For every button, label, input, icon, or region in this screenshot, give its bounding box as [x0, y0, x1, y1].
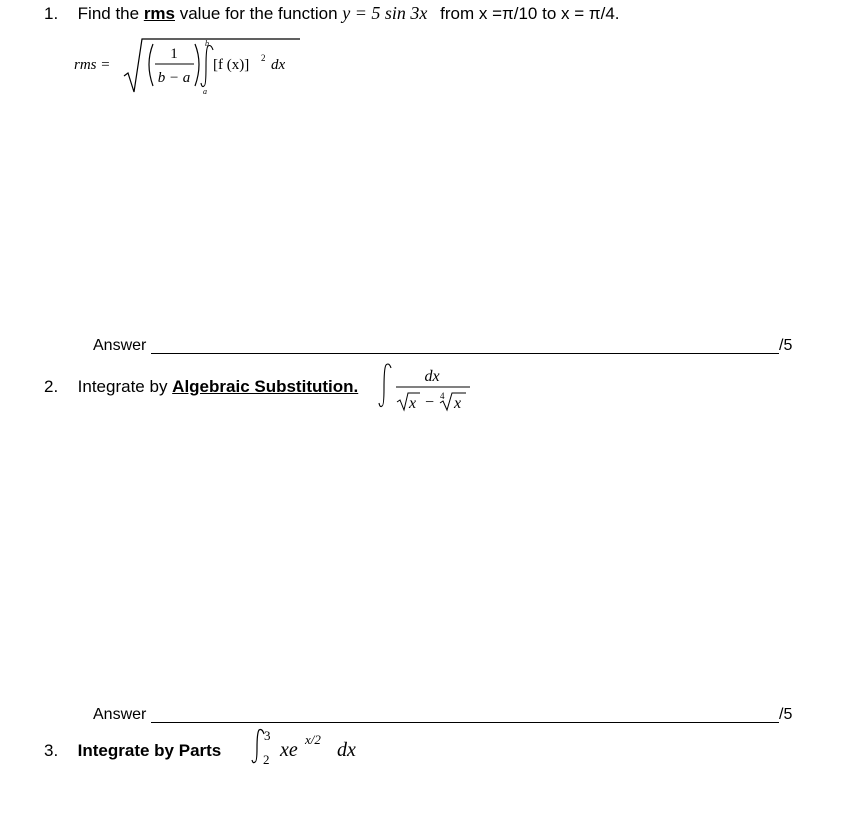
answer-1-label: Answer	[93, 337, 147, 354]
rms-formula-lower-limit: a	[203, 87, 207, 96]
question-1-text-middle: value for the function	[175, 4, 343, 23]
integral-sign	[379, 364, 391, 407]
question-2-number: 2.	[44, 377, 59, 396]
rms-formula-exponent: 2	[261, 53, 266, 63]
question-2-root-index: 4	[440, 391, 445, 401]
answer-1-field[interactable]	[151, 353, 779, 354]
question-2-text-prefix: Integrate by	[77, 377, 173, 396]
question-2-sqrt-term: x	[409, 395, 417, 412]
question-3-number: 3.	[44, 741, 59, 760]
question-3-differential: dx	[337, 739, 356, 761]
question-2-numerator: dx	[424, 368, 440, 385]
question-2-keyword: Algebraic Substitution.	[172, 377, 359, 396]
rms-formula-integrand: [f (x)]	[213, 57, 250, 73]
question-3-lower-limit: 2	[263, 752, 270, 767]
question-1-text-prefix: Find the	[77, 4, 144, 23]
left-paren	[149, 44, 153, 86]
rms-formula-upper-limit: b	[205, 39, 209, 48]
question-3	[44, 741, 221, 761]
question-2-integral	[378, 362, 478, 414]
rms-formula-graphic	[74, 36, 314, 98]
rms-formula-differential: dx	[271, 57, 286, 73]
question-1-number: 1.	[44, 4, 59, 23]
answer-2-score: /5	[779, 706, 793, 723]
question-3-integral	[250, 724, 380, 768]
answer-2-label: Answer	[93, 706, 147, 723]
rms-formula	[74, 36, 314, 98]
rms-formula-lhs: rms =	[74, 57, 111, 73]
question-3-text: Integrate by Parts	[77, 741, 222, 760]
rms-formula-denominator: b − a	[157, 70, 191, 86]
question-1-function: y = 5 sin 3x	[342, 3, 428, 23]
question-2-root-term: x	[454, 395, 462, 412]
question-1-keyword: rms	[143, 4, 175, 23]
answer-2-field[interactable]	[151, 722, 779, 723]
question-3-integrand: xe	[280, 739, 298, 761]
question-2-integral-graphic	[378, 362, 478, 414]
question-2-minus: −	[425, 394, 435, 411]
rms-formula-numerator: 1	[170, 46, 178, 62]
answer-1-score: /5	[779, 337, 793, 354]
question-1-text-suffix: from x =π/10 to x = π/4.	[435, 4, 620, 23]
question-3-integral-graphic	[250, 724, 380, 768]
question-3-exponent: x/2	[305, 732, 321, 747]
question-1	[44, 3, 620, 24]
integral-sign	[201, 46, 213, 87]
question-3-upper-limit: 3	[264, 728, 271, 743]
right-paren	[195, 44, 199, 86]
question-2	[44, 377, 358, 397]
